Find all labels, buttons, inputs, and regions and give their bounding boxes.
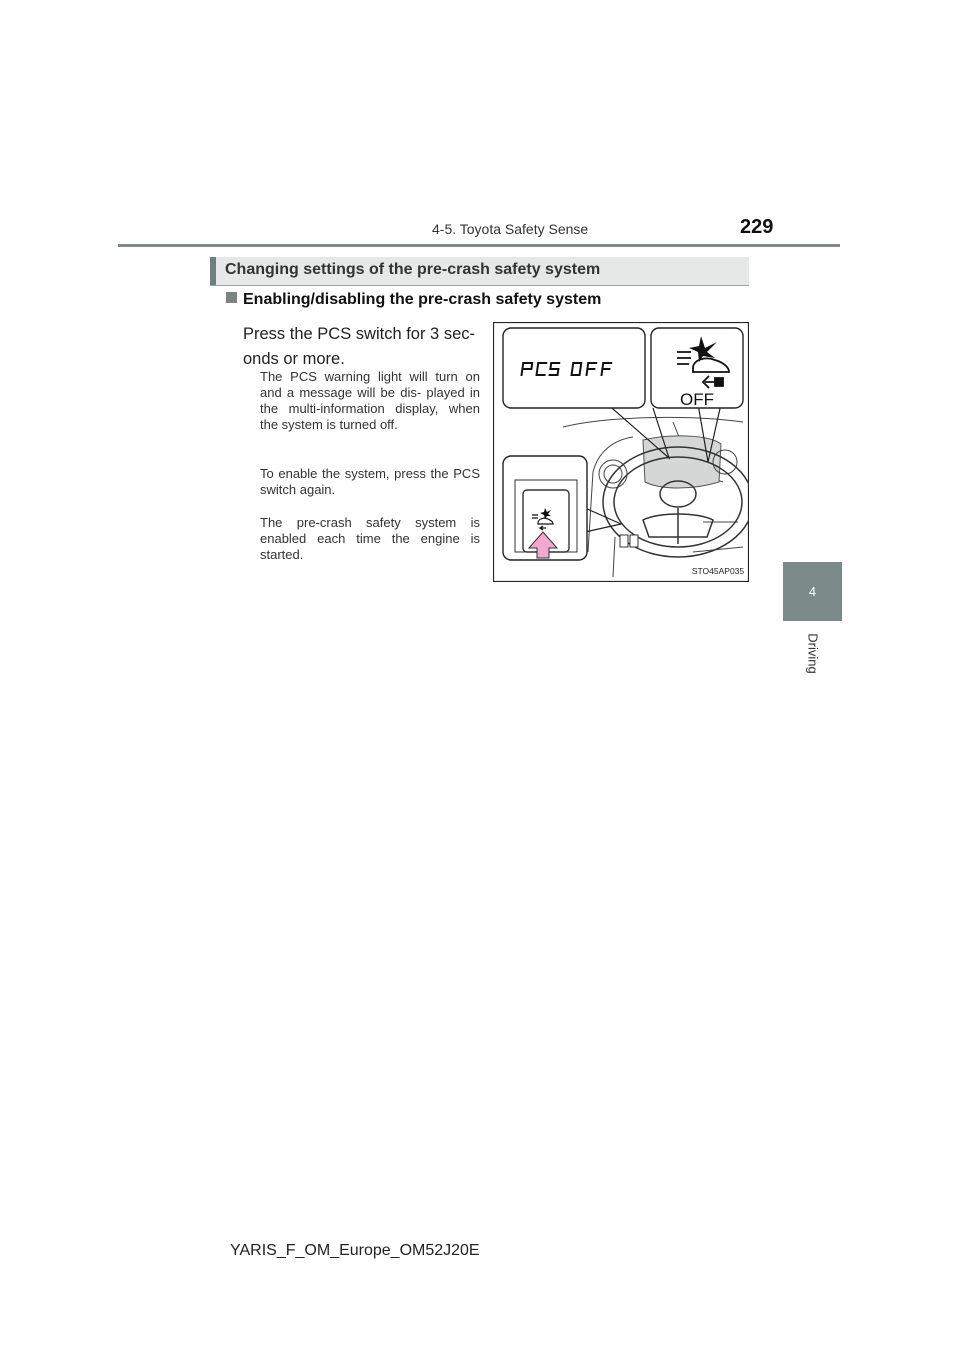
instruction-text: Press the PCS switch for 3 sec- onds or more.	[243, 325, 475, 368]
note-paragraph: The pre-crash safety system is enabled each time the engine is started.	[260, 515, 480, 562]
note-paragraph: To enable the system, press the PCS switch again.	[260, 466, 480, 497]
header-divider	[118, 244, 840, 247]
note-paragraph: The PCS warning light will turn on and a message will be dis- played in the multi-information display, when the system is turned off.	[260, 369, 480, 432]
header-section-title: 4-5. Toyota Safety Sense	[432, 221, 589, 237]
pcs-switch-illustration	[493, 322, 749, 582]
chapter-number: 4	[808, 584, 817, 599]
subsection-heading	[226, 291, 601, 309]
page-number: 229	[740, 216, 774, 238]
chapter-label	[803, 632, 823, 678]
section-accent	[210, 257, 216, 285]
square-bullet-icon	[226, 292, 237, 303]
display-text-label: PCS OFF	[574, 402, 579, 403]
chapter-label-text: Driving	[805, 633, 821, 674]
section-heading-bar	[210, 257, 749, 286]
off-icon-label: OFF	[680, 390, 714, 409]
subsection-title: Enabling/disabling the pre-crash safety system	[243, 291, 602, 308]
footer-doc-id: YARIS_F_OM_Europe_OM52J20E	[230, 1242, 480, 1259]
illustration-svg	[493, 322, 749, 582]
figure-code: STO45AP035	[691, 566, 745, 576]
chapter-tab	[783, 562, 842, 621]
section-title: Changing settings of the pre-crash safety system	[225, 261, 601, 278]
